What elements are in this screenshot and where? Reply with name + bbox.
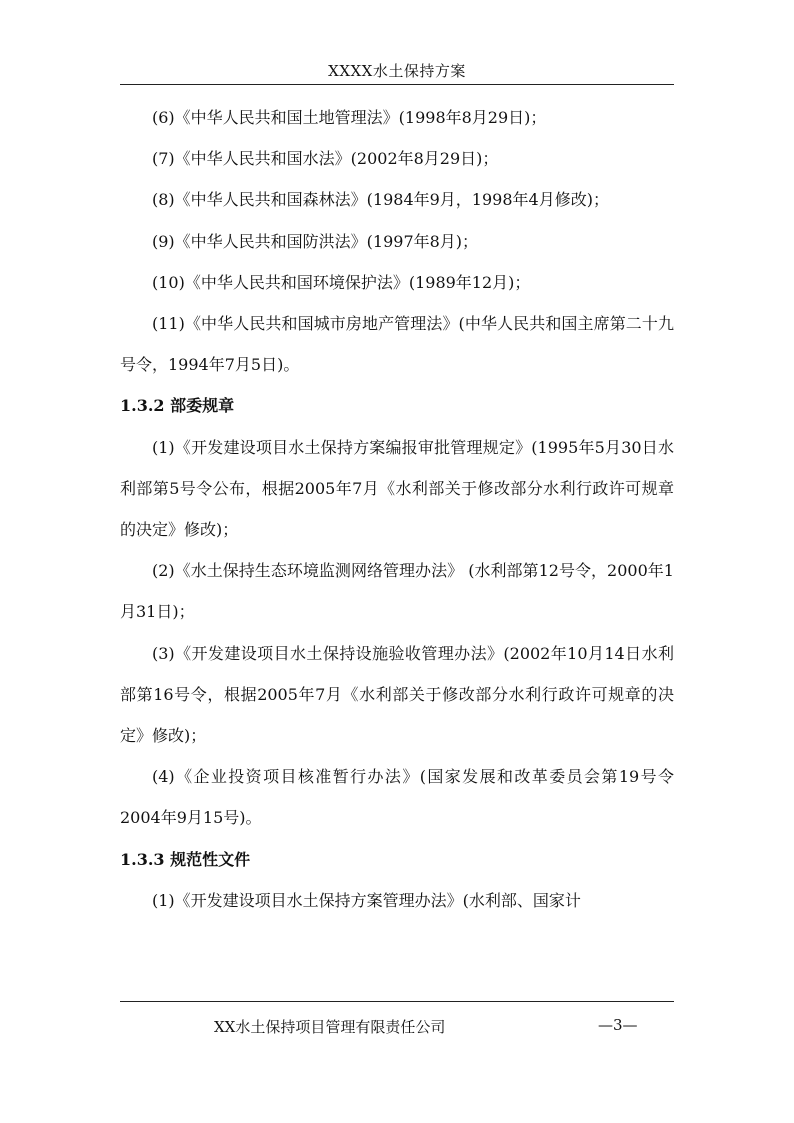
section-heading: 1.3.2 部委规章 <box>120 396 235 416</box>
paragraph: (3)《开发建设项目水土保持设施验收管理办法》(2002年10月14日水利部第16号令，根据2005年7月《水利部关于修改部分水利行政许可规章的决定》修改)； <box>120 643 674 746</box>
paragraph: (9)《中华人民共和国防洪法》(1997年8月)； <box>152 231 479 251</box>
header-divider <box>120 84 674 85</box>
paragraph: (7)《中华人民共和国水法》(2002年8月29日)； <box>152 149 499 169</box>
paragraph: (2)《水土保持生态环境监测网络管理办法》 (水利部第12号令，2000年1月31日)； <box>120 561 674 622</box>
page-number: —3— <box>598 1016 638 1034</box>
paragraph: (1)《开发建设项目水土保持方案管理办法》(水利部、国家计 <box>152 890 581 910</box>
paragraph: (8)《中华人民共和国森林法》(1984年9月，1998年4月修改)； <box>152 190 609 210</box>
paragraph: (10)《中华人民共和国环境保护法》(1989年12月)； <box>152 272 531 292</box>
footer-company-name: XX水土保持项目管理有限责任公司 <box>214 1018 446 1036</box>
paragraph: (4)《企业投资项目核准暂行办法》(国家发展和改革委员会第19号令 2004年9月15号)。 <box>120 767 674 828</box>
paragraph: (11)《中华人民共和国城市房地产管理法》(中华人民共和国主席第二十九号令，1994年7月5日)。 <box>120 314 674 375</box>
footer-divider <box>120 1001 674 1002</box>
paragraph: (6)《中华人民共和国土地管理法》(1998年8月29日)； <box>152 108 547 127</box>
document-body <box>120 97 674 921</box>
page-header-title: XXXX水土保持方案 <box>328 62 466 80</box>
paragraph: (1)《开发建设项目水土保持方案编报审批管理规定》(1995年5月30日水利部第5号令公布，根据2005年7月《水利部关于修改部分水利行政许可规章的决定》修改)； <box>120 437 674 540</box>
section-heading: 1.3.3 规范性文件 <box>120 849 251 869</box>
